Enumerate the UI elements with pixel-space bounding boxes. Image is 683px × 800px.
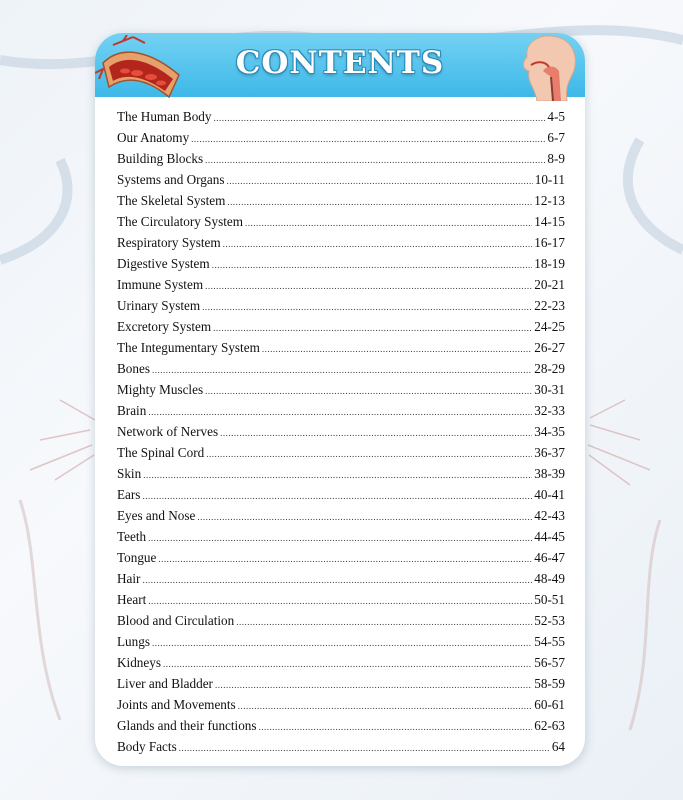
toc-entry-pages: 32-33 [534,403,565,418]
toc-entry-title: Digestive System [117,256,210,271]
toc-entry-title: Teeth [117,529,147,544]
toc-entry-pages: 56-57 [534,655,565,670]
dot-leader [262,344,532,354]
toc-entry [117,571,565,592]
toc-entry-pages: 34-35 [534,424,565,439]
toc-entry [117,634,565,655]
toc-entry-pages: 20-21 [534,277,565,292]
dot-leader [152,365,532,375]
toc-entry-title: The Circulatory System [117,214,243,229]
toc-entry-title: The Integumentary System [117,340,260,355]
toc-entry-title: Blood and Circulation [117,613,235,628]
dot-leader [215,680,532,690]
toc-entry-pages: 36-37 [534,445,565,460]
toc-entry-pages: 26-27 [534,340,565,355]
toc-entry-pages: 40-41 [534,487,565,502]
dot-leader [148,596,532,606]
table-of-contents [117,109,565,760]
dot-leader [259,722,533,732]
dot-leader [197,512,532,522]
dot-leader [205,386,532,396]
dot-leader [191,134,545,144]
toc-entry [117,361,565,382]
toc-entry-pages: 60-61 [534,697,565,712]
dot-leader [143,470,532,480]
dot-leader [220,428,532,438]
toc-entry-pages: 24-25 [534,319,565,334]
toc-entry-title: The Skeletal System [117,193,226,208]
toc-entry-title: Mighty Muscles [117,382,204,397]
toc-entry-title: Skin [117,466,142,481]
toc-entry-title: Ears [117,487,141,502]
toc-entry [117,214,565,235]
toc-entry-title: The Human Body [117,109,212,124]
toc-entry-title: Joints and Movements [117,697,236,712]
dot-leader [152,638,532,648]
dot-leader [212,260,533,270]
toc-entry-pages: 38-39 [534,466,565,481]
toc-entry-pages: 58-59 [534,676,565,691]
dot-leader [245,218,532,228]
dot-leader [214,113,546,123]
toc-entry-pages: 22-23 [534,298,565,313]
toc-entry [117,655,565,676]
toc-entry-title: Urinary System [117,298,201,313]
toc-entry-title: Eyes and Nose [117,508,196,523]
toc-entry-title: Tongue [117,550,157,565]
toc-entry-pages: 10-11 [534,172,565,187]
toc-entry [117,529,565,550]
dot-leader [213,323,532,333]
toc-entry [117,718,565,739]
toc-entry [117,382,565,403]
dot-leader [238,701,533,711]
toc-entry-pages: 18-19 [534,256,565,271]
dot-leader [226,176,532,186]
toc-entry-title: Respiratory System [117,235,221,250]
page-title: CONTENTS [235,45,445,81]
toc-entry [117,445,565,466]
dot-leader [205,281,532,291]
toc-entry [117,466,565,487]
toc-entry-title: Liver and Bladder [117,676,213,691]
dot-leader [148,407,532,417]
toc-entry-pages: 48-49 [534,571,565,586]
toc-entry [117,235,565,256]
toc-entry [117,319,565,340]
toc-entry-pages: 28-29 [534,361,565,376]
toc-entry [117,487,565,508]
toc-entry [117,550,565,571]
toc-entry-title: Kidneys [117,655,161,670]
dot-leader [236,617,532,627]
toc-entry-pages: 30-31 [534,382,565,397]
toc-entry [117,739,565,760]
toc-entry-title: Immune System [117,277,204,292]
toc-entry [117,592,565,613]
toc-entry [117,508,565,529]
dot-leader [205,155,545,165]
toc-entry-pages: 12-13 [534,193,565,208]
contents-card [95,33,585,766]
toc-entry-pages: 42-43 [534,508,565,523]
toc-entry-pages: 8-9 [547,151,565,166]
toc-entry-title: Heart [117,592,147,607]
dot-leader [142,491,532,501]
dot-leader [148,533,532,543]
toc-entry [117,130,565,151]
toc-entry-pages: 46-47 [534,550,565,565]
toc-entry [117,424,565,445]
dot-leader [227,197,532,207]
dot-leader [158,554,532,564]
toc-entry-title: Excretory System [117,319,212,334]
toc-entry [117,256,565,277]
dot-leader [179,743,550,753]
toc-entry [117,151,565,172]
toc-entry [117,676,565,697]
dot-leader [142,575,532,585]
toc-entry [117,109,565,130]
dot-leader [202,302,532,312]
toc-entry-pages: 64 [551,739,565,754]
toc-entry [117,193,565,214]
toc-entry [117,613,565,634]
toc-entry-title: Systems and Organs [117,172,225,187]
toc-entry-pages: 4-5 [547,109,565,124]
toc-entry-title: Hair [117,571,141,586]
toc-entry [117,172,565,193]
toc-entry-pages: 62-63 [534,718,565,733]
toc-entry-pages: 52-53 [534,613,565,628]
toc-entry [117,298,565,319]
toc-entry-title: Bones [117,361,150,376]
toc-entry-pages: 50-51 [534,592,565,607]
human-head-anatomy-icon [507,33,585,101]
toc-entry-pages: 6-7 [547,130,565,145]
toc-entry-pages: 16-17 [534,235,565,250]
toc-entry-title: Glands and their functions [117,718,257,733]
toc-entry-title: Building Blocks [117,151,204,166]
dot-leader [223,239,533,249]
toc-entry [117,403,565,424]
toc-entry [117,340,565,361]
toc-entry-pages: 54-55 [534,634,565,649]
toc-entry [117,697,565,718]
toc-entry-pages: 44-45 [534,529,565,544]
toc-entry [117,277,565,298]
dot-leader [163,659,532,669]
toc-entry-title: The Spinal Cord [117,445,205,460]
toc-entry-title: Brain [117,403,147,418]
toc-entry-title: Body Facts [117,739,177,754]
contents-header [95,33,585,97]
dot-leader [206,449,532,459]
toc-entry-title: Lungs [117,634,150,649]
toc-entry-title: Network of Nerves [117,424,219,439]
toc-entry-pages: 14-15 [534,214,565,229]
toc-entry-title: Our Anatomy [117,130,190,145]
